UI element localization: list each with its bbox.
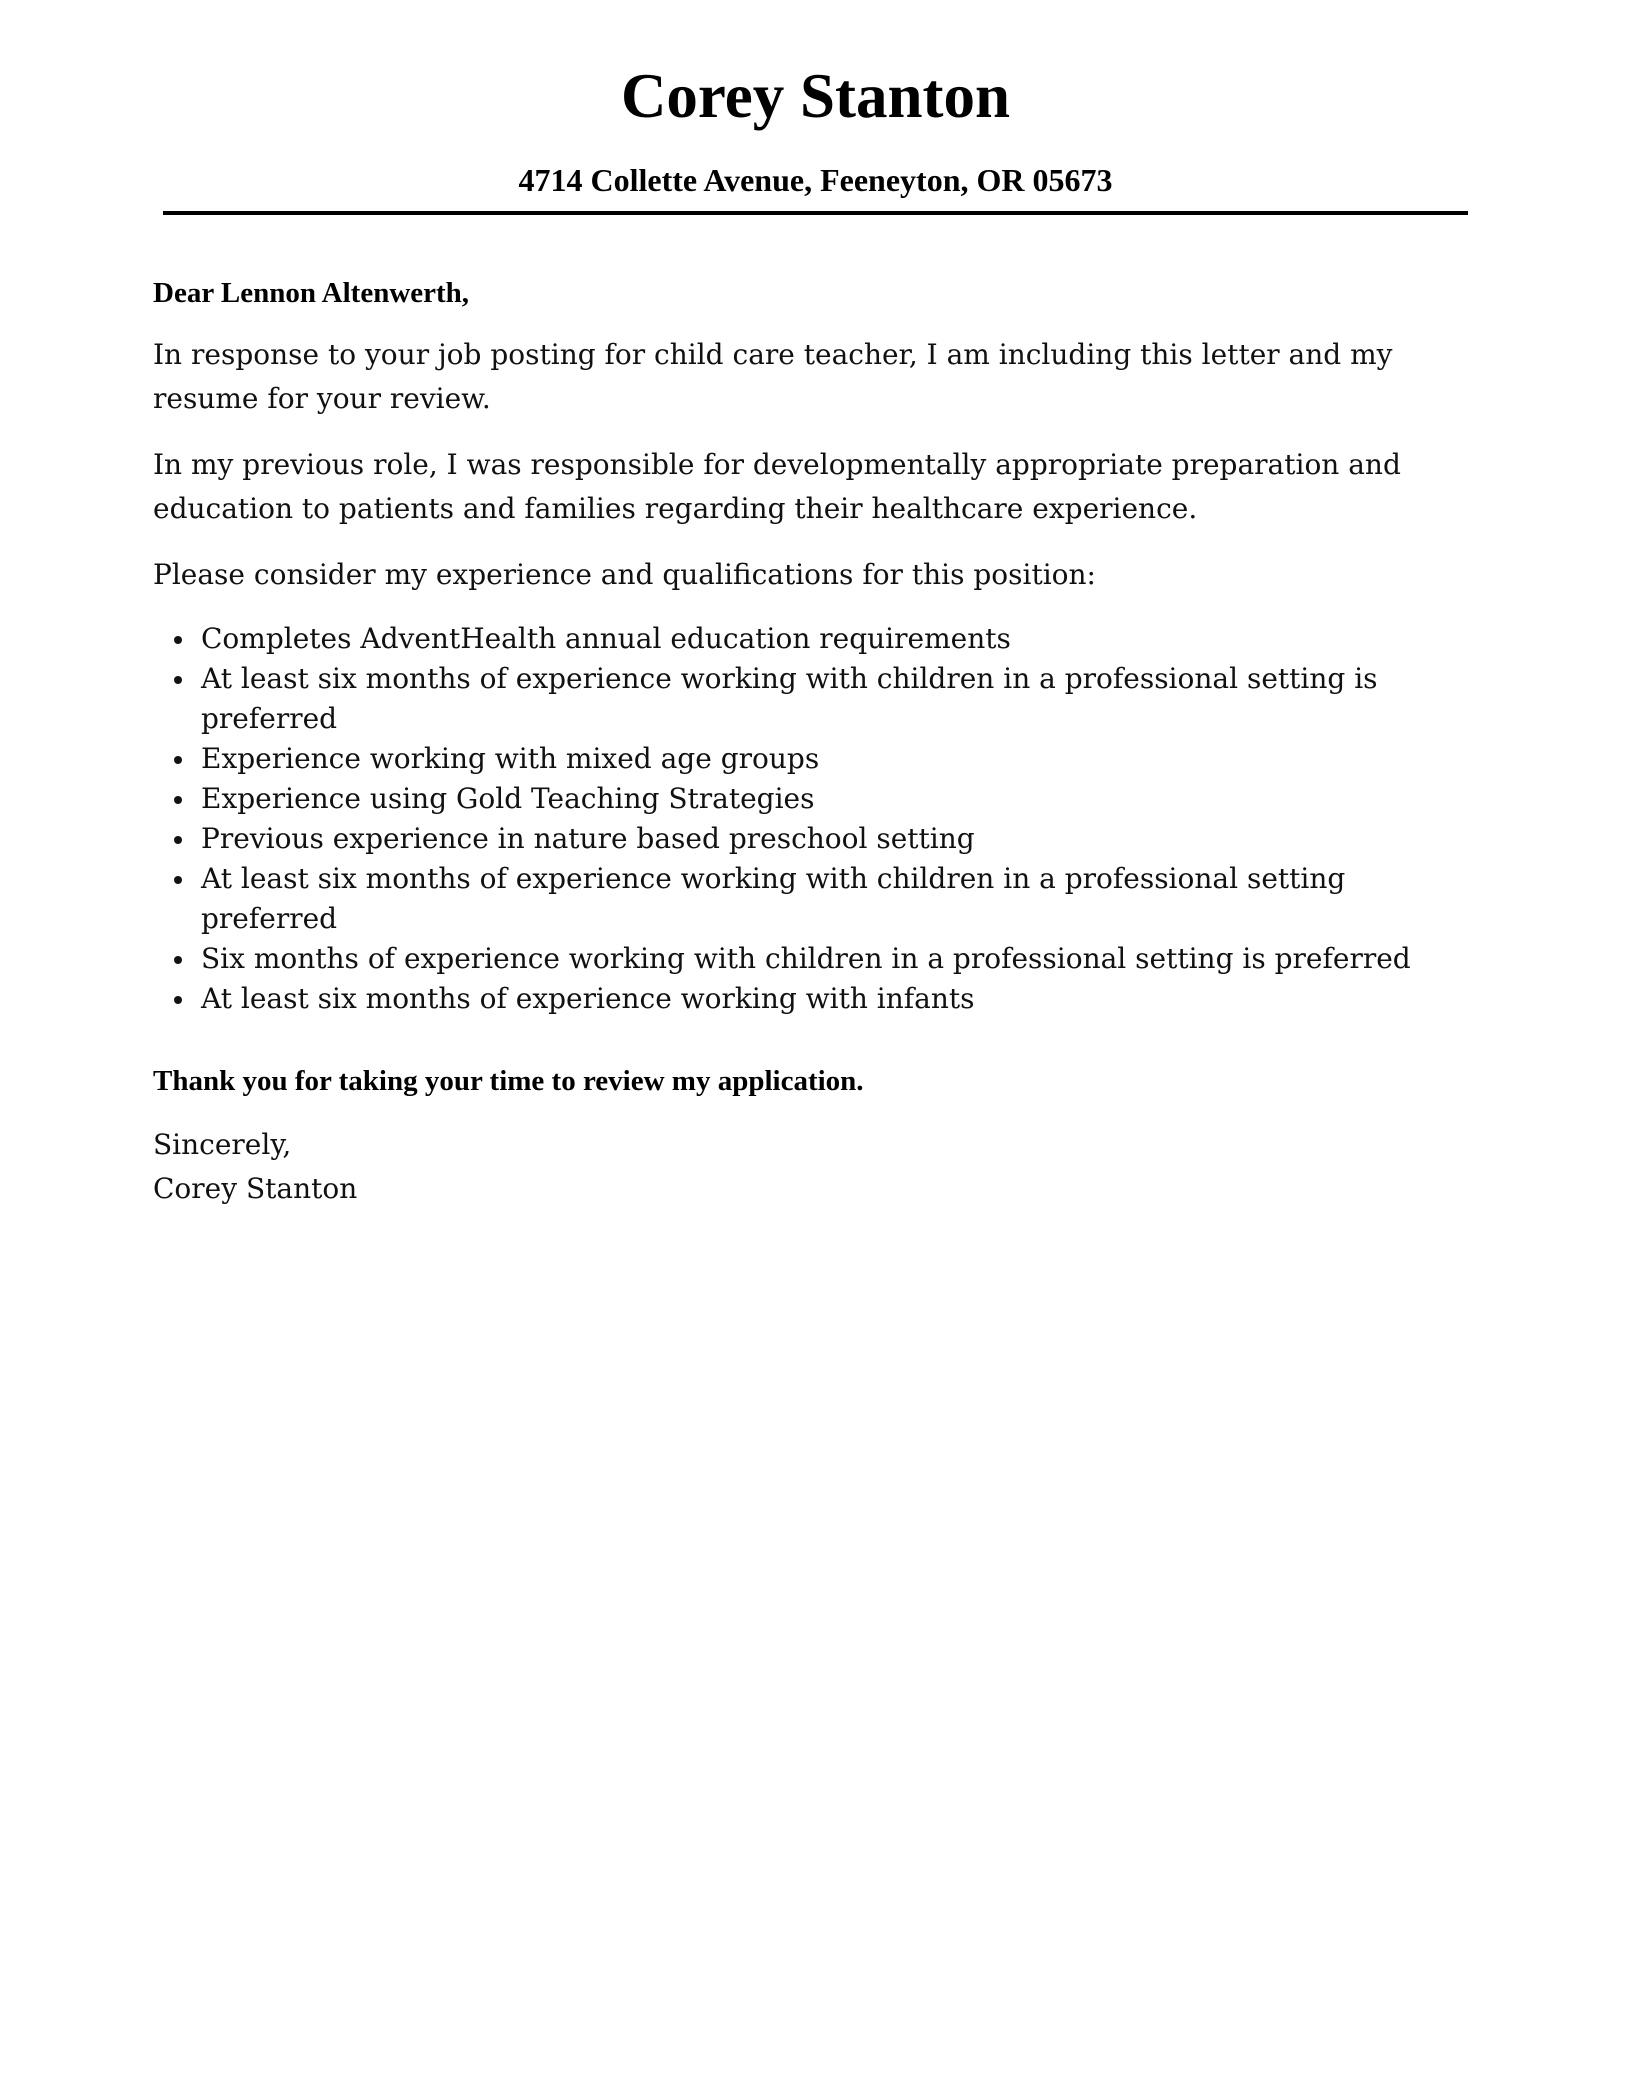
list-item bbox=[201, 739, 1488, 779]
list-item bbox=[201, 819, 1488, 859]
bullet-icon bbox=[174, 876, 182, 884]
bullet-icon bbox=[174, 836, 182, 844]
bullet-icon bbox=[174, 676, 182, 684]
list-item bbox=[201, 859, 1488, 939]
signature: Corey Stanton bbox=[153, 1172, 358, 1205]
qualifications-list bbox=[153, 619, 1488, 1019]
list-item bbox=[201, 939, 1488, 979]
list-item-text: Six months of experience working with children in a professional setting is preferred bbox=[201, 942, 1411, 975]
qualifications-intro: Please consider my experience and qualifications for this position: bbox=[153, 558, 1096, 591]
bullet-icon bbox=[174, 796, 182, 804]
list-item-text: At least six months of experience working with children in a professional setting preferred bbox=[201, 862, 1346, 935]
header-divider bbox=[163, 211, 1468, 215]
sender-address: 4714 Collette Avenue, Feeneyton, OR 05673 bbox=[518, 162, 1113, 198]
list-item-text: At least six months of experience working with children in a professional setting is preferred bbox=[201, 662, 1378, 735]
bullet-icon bbox=[174, 996, 182, 1004]
list-item-text: Previous experience in nature based preschool setting bbox=[201, 822, 975, 855]
list-item-text: Experience using Gold Teaching Strategies bbox=[201, 782, 815, 815]
bullet-icon bbox=[174, 636, 182, 644]
experience-paragraph: In my previous role, I was responsible for developmentally appropriate preparation and education to patients and families regarding their healthcare experience. bbox=[153, 448, 1401, 525]
list-item-text: Experience working with mixed age groups bbox=[201, 742, 820, 775]
letter-header bbox=[163, 56, 1468, 200]
letter-body bbox=[153, 273, 1488, 1211]
list-item bbox=[201, 979, 1488, 1019]
list-item-text: Completes AdventHealth annual education requirements bbox=[201, 622, 1011, 655]
list-item bbox=[201, 619, 1488, 659]
list-item-text: At least six months of experience working with infants bbox=[201, 982, 975, 1015]
sender-name: Corey Stanton bbox=[620, 61, 1011, 131]
list-item bbox=[201, 779, 1488, 819]
intro-paragraph: In response to your job posting for child care teacher, I am including this letter and my resume for your review. bbox=[153, 338, 1393, 415]
list-item bbox=[201, 659, 1488, 739]
bullet-icon bbox=[174, 956, 182, 964]
thank-you-line: Thank you for taking your time to review my application. bbox=[153, 1065, 864, 1097]
bullet-icon bbox=[174, 756, 182, 764]
closing: Sincerely, bbox=[153, 1128, 292, 1161]
salutation: Dear Lennon Altenwerth, bbox=[153, 277, 470, 309]
